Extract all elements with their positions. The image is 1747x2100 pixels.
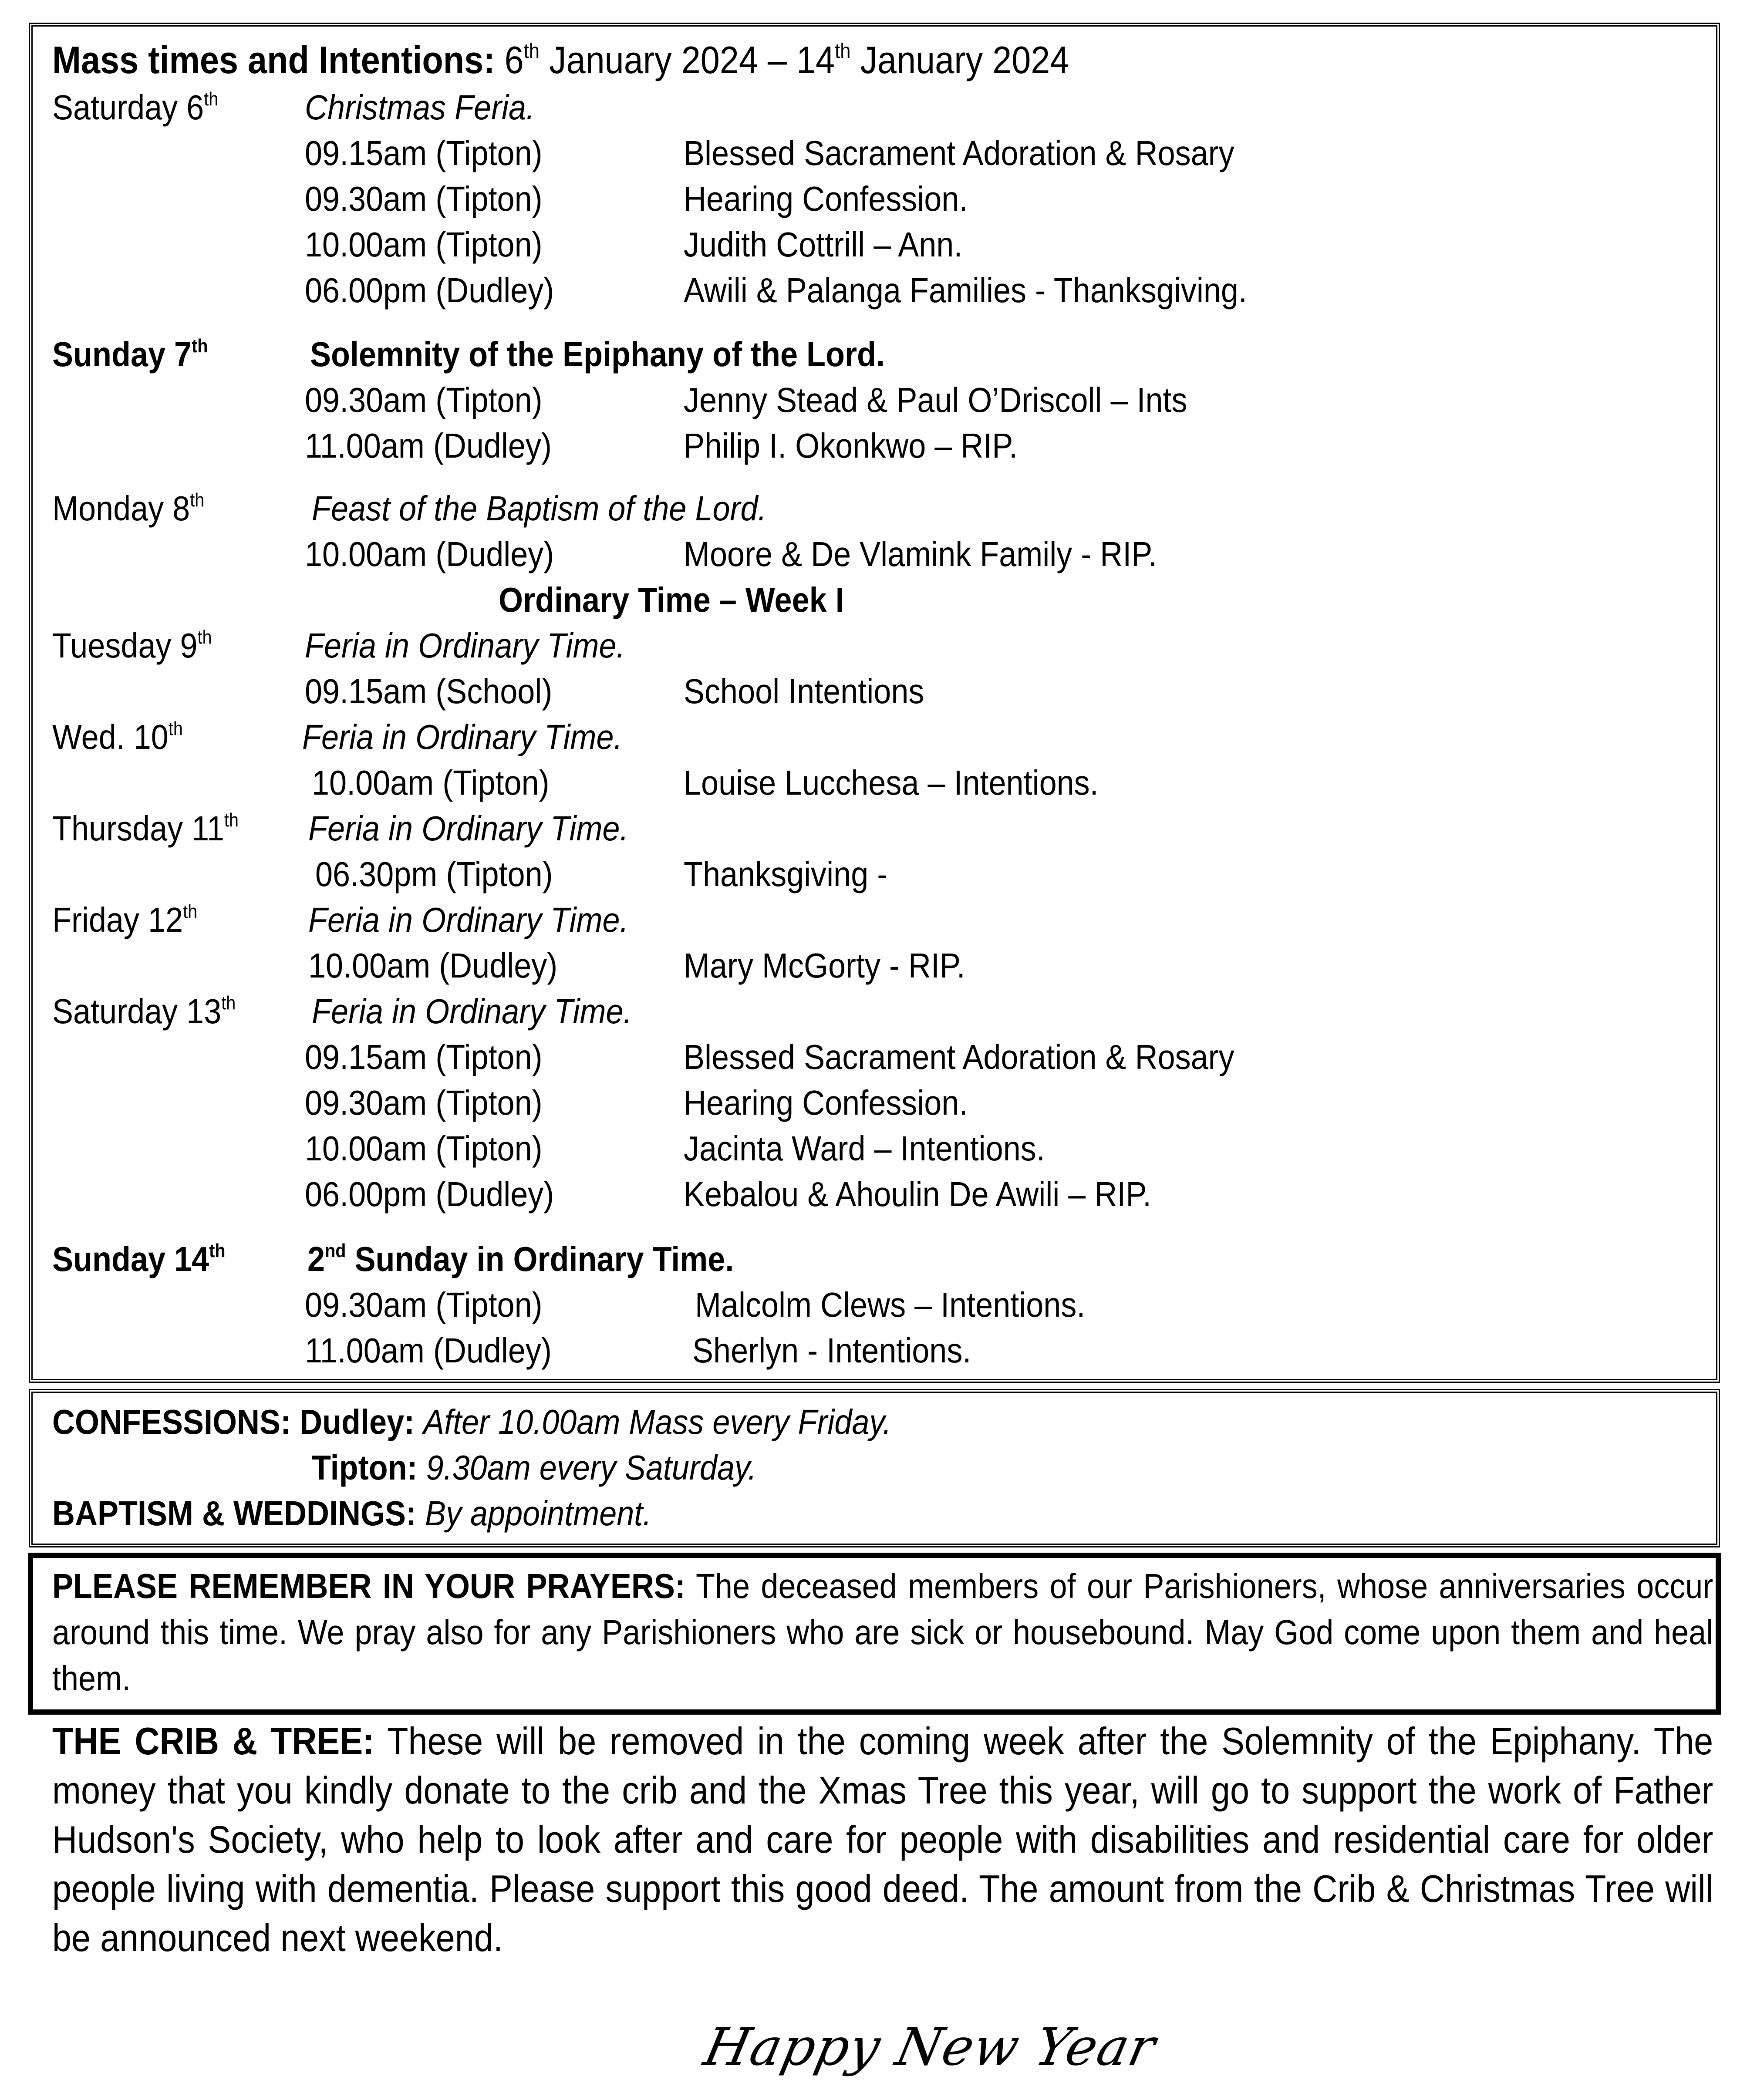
mass-time: 06.00pm (Dudley) [305,271,554,310]
mass-intention: School Intentions [684,672,924,711]
date-to-suffix: th [835,39,851,63]
day-label: Tuesday 9th [52,626,212,665]
confessions-dudley: CONFESSIONS: Dudley: After 10.00am Mass every Friday. [52,1402,892,1441]
feast-label: Feria in Ordinary Time. [308,809,629,848]
mass-time: 09.30am (Tipton) [305,381,543,419]
crib-tree-paragraph: THE CRIB & TREE: These will be removed in the coming week after the Solemnity of the Epiphany. The money that you kindly donate to the crib and the Xmas Tree this year, will go to support the work of Father Hudson's Society, who help to look after and care for people with disabilities and residential care for older people living with dementia. Please support this good deed. The amount from the Crib & Christmas Tree will be announced next weekend. [52,1719,1713,1959]
mass-intention: Moore & De Vlamink Family - RIP. [684,535,1157,573]
mass-time: 10.00am (Dudley) [305,535,554,573]
confessions-tipton: Tipton: 9.30am every Saturday. [312,1448,757,1487]
mass-intention: Blessed Sacrament Adoration & Rosary [684,134,1234,172]
mass-intention: Mary McGorty - RIP. [684,946,965,985]
mass-title [52,37,1069,83]
date-from-suffix: th [523,39,540,63]
mass-intention: Jacinta Ward – Intentions. [684,1129,1045,1168]
mass-time: 09.15am (Tipton) [305,1038,543,1076]
mass-time: 09.15am (School) [305,672,553,711]
day-label: Monday 8th [52,489,205,528]
mass-time: 06.00pm (Dudley) [305,1175,554,1213]
mass-intention: Jenny Stead & Paul O’Driscoll – Ints [684,381,1187,419]
mass-time: 10.00am (Tipton) [305,1129,543,1168]
feast-label: Solemnity of the Epiphany of the Lord. [310,335,885,374]
day-label: Sunday 7th [52,335,208,374]
section-heading: Ordinary Time – Week I [499,580,844,619]
baptism-weddings: BAPTISM & WEDDINGS: By appointment. [52,1494,652,1533]
date-from-day: 6 [504,38,524,81]
mass-time: 09.15am (Tipton) [305,134,543,172]
mass-time: 09.30am (Tipton) [305,179,543,218]
mass-intention: Blessed Sacrament Adoration & Rosary [684,1038,1234,1076]
mass-intention: Thanksgiving - [684,855,888,893]
date-to-day: 14 [796,38,835,81]
mass-time: 11.00am (Dudley) [305,1331,552,1370]
mass-intention: Kebalou & Ahoulin De Awili – RIP. [684,1175,1152,1213]
mass-time: 10.00am (Tipton) [305,225,543,264]
mass-intention: Awili & Palanga Families - Thanksgiving. [684,271,1247,310]
day-label: Wed. 10th [52,718,183,756]
day-label: Thursday 11th [52,809,239,848]
mass-time: 10.00am (Tipton) [312,763,550,802]
feast-label: Feast of the Baptism of the Lord. [312,489,767,528]
mass-intention: Hearing Confession. [684,1083,968,1122]
feast-label: 2nd Sunday in Ordinary Time. [307,1240,734,1278]
day-label: Sunday 14th [52,1240,226,1278]
feast-label: Feria in Ordinary Time. [302,718,623,756]
date-to-rest: January 2024 [850,38,1069,81]
day-label: Saturday 13th [52,992,236,1031]
mass-time: 10.00am (Dudley) [308,946,558,985]
mass-time: 09.30am (Tipton) [305,1285,543,1324]
prayers-paragraph: PLEASE REMEMBER IN YOUR PRAYERS: The deceased members of our Parishioners, whose anniversaries occur around this time. We pray also for any Parishioners who are sick or housebound. May God come upon them and heal them. [52,1567,1713,1698]
mass-intention: Sherlyn - Intentions. [692,1331,971,1370]
day-label: Friday 12th [52,900,198,939]
mass-intention: Judith Cottrill – Ann. [684,225,963,264]
day-label: Saturday 6th [52,88,219,127]
mass-intention: Hearing Confession. [684,179,968,218]
mass-intention: Malcolm Clews – Intentions. [695,1285,1086,1324]
feast-label: Feria in Ordinary Time. [308,900,629,939]
mass-title-label: Mass times and Intentions: [52,38,495,81]
happy-new-year-greeting: Happy New Year [699,2017,1161,2077]
mass-intention: Philip I. Okonkwo – RIP. [684,426,1018,465]
feast-label: Feria in Ordinary Time. [305,626,625,665]
mass-time: 09.30am (Tipton) [305,1083,543,1122]
mass-time: 06.30pm (Tipton) [315,855,553,893]
feast-label: Feria in Ordinary Time. [312,992,632,1031]
mass-time: 11.00am (Dudley) [305,426,552,465]
feast-label: Christmas Feria. [305,88,535,127]
date-from-rest: January 2024 – [539,38,796,81]
mass-intention: Louise Lucchesa – Intentions. [684,763,1099,802]
